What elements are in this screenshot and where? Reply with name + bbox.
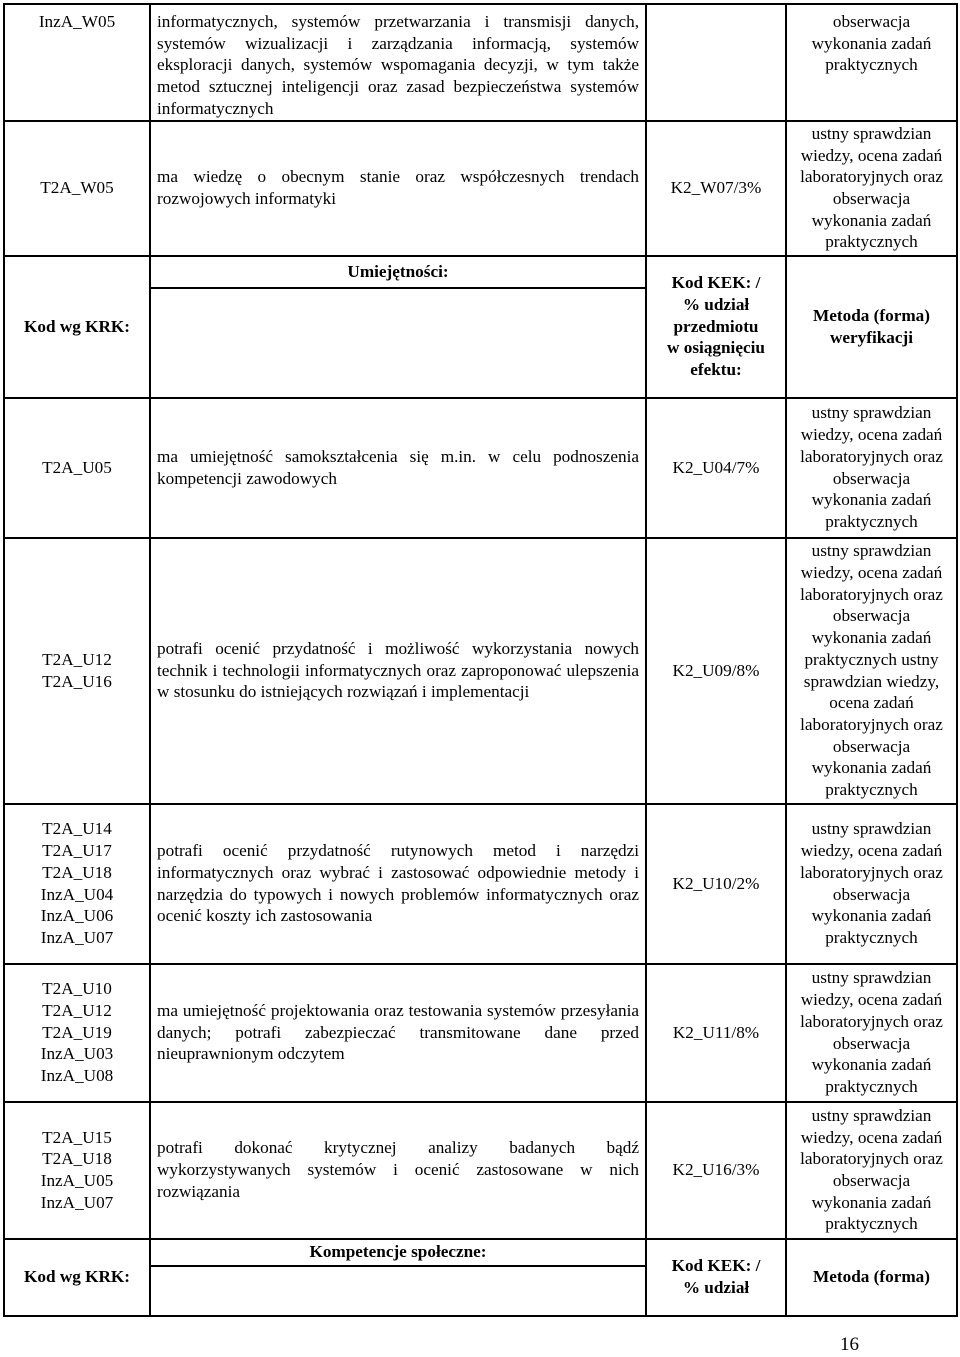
krk-code: T2A_U18 <box>42 862 112 882</box>
krk-code: T2A_U14 <box>42 819 112 839</box>
table-row <box>4 121 957 256</box>
krk-code: T2A_U05 <box>42 457 112 477</box>
outcome-description: ma umiejętność samokształcenia się m.in. w celu podnoszenia kompetencji zawodowych <box>150 398 646 538</box>
krk-code: T2A_U10 <box>42 979 112 999</box>
section-header-row <box>4 256 957 288</box>
krk-code: T2A_U18 <box>42 1149 112 1169</box>
krk-code: T2A_U19 <box>42 1022 112 1042</box>
kek-code: K2_U09/8% <box>646 538 786 804</box>
outcome-description: potrafi dokonać krytycznej analizy badanych bądź wykorzystywanych systemów i ocenić zastosowane w nich rozwiązania <box>150 1102 646 1239</box>
krk-code: InzA_U08 <box>40 1066 114 1086</box>
krk-code: InzA_U04 <box>40 884 114 904</box>
kek-code <box>646 4 786 121</box>
kek-code: K2_U10/2% <box>646 804 786 964</box>
krk-code: InzA_U05 <box>40 1171 114 1191</box>
krk-code: InzA_U03 <box>40 1044 114 1064</box>
page-number: 16 <box>840 1334 859 1355</box>
krk-code: T2A_U15 <box>42 1127 112 1147</box>
learning-outcomes-table <box>3 3 958 1317</box>
krk-code: InzA_U07 <box>40 1192 114 1212</box>
krk-code-cell <box>4 804 150 964</box>
outcome-description: ma wiedzę o obecnym stanie oraz współczesnych trendach rozwojowych informatyki <box>150 121 646 256</box>
kek-code: K2_U04/7% <box>646 398 786 538</box>
verification-method: obserwacja wykonania zadań praktycznych <box>786 4 957 121</box>
krk-code: InzA_U07 <box>40 927 114 947</box>
verification-method: ustny sprawdzian wiedzy, ocena zadań laboratoryjnych oraz obserwacja wykonania zadań praktycznych <box>786 398 957 538</box>
krk-code: T2A_U12 <box>42 649 112 669</box>
kek-code: K2_U16/3% <box>646 1102 786 1239</box>
verification-method: ustny sprawdzian wiedzy, ocena zadań laboratoryjnych oraz obserwacja wykonania zadań praktycznych ustny sprawdzian wiedzy, ocena zadań laboratoryjnych oraz obserwacja wykonania zadań praktycznych <box>786 538 957 804</box>
krk-code-cell <box>4 964 150 1102</box>
krk-code: T2A_U12 <box>42 1000 112 1020</box>
section-title: Kompetencje społeczne: <box>150 1239 646 1266</box>
verification-method: ustny sprawdzian wiedzy, ocena zadań laboratoryjnych oraz obserwacja wykonania zadań praktycznych <box>786 121 957 256</box>
kek-header: Kod KEK: / % udział przedmiotu w osiągnięciu efektu: <box>646 256 786 398</box>
verification-method: ustny sprawdzian wiedzy, ocena zadań laboratoryjnych oraz obserwacja wykonania zadań praktycznych <box>786 804 957 964</box>
table-row <box>4 964 957 1102</box>
method-header: Metoda (forma) <box>786 1239 957 1316</box>
kek-header: Kod KEK: / % udział <box>646 1239 786 1316</box>
empty-cell <box>150 1266 646 1316</box>
krk-code: T2A_U17 <box>42 841 112 861</box>
krk-code: InzA_W05 <box>38 12 116 31</box>
krk-code-cell <box>4 121 150 256</box>
krk-code-header: Kod wg KRK: <box>4 256 150 398</box>
table-row <box>4 398 957 538</box>
krk-code: InzA_U06 <box>40 906 114 926</box>
kek-code: K2_W07/3% <box>646 121 786 256</box>
krk-code-cell <box>4 4 150 121</box>
section-title: Umiejętności: <box>150 256 646 288</box>
table-row <box>4 4 957 121</box>
krk-code-cell <box>4 538 150 804</box>
section-header-row <box>4 1239 957 1266</box>
kek-code: K2_U11/8% <box>646 964 786 1102</box>
verification-method: ustny sprawdzian wiedzy, ocena zadań laboratoryjnych oraz obserwacja wykonania zadań praktycznych <box>786 964 957 1102</box>
table-row <box>4 1102 957 1239</box>
empty-cell <box>150 288 646 398</box>
krk-code: T2A_W05 <box>40 178 114 198</box>
krk-code: T2A_U16 <box>42 671 112 691</box>
outcome-description: potrafi ocenić przydatność i możliwość wykorzystania nowych technik i technologii informatycznych oraz zaproponować ulepszenia w stosunku do istniejących rozwiązań i implementacji <box>150 538 646 804</box>
krk-code-cell <box>4 398 150 538</box>
table-row <box>4 538 957 804</box>
verification-method: ustny sprawdzian wiedzy, ocena zadań laboratoryjnych oraz obserwacja wykonania zadań praktycznych <box>786 1102 957 1239</box>
krk-code-header: Kod wg KRK: <box>4 1239 150 1316</box>
outcome-description: informatycznych, systemów przetwarzania i transmisji danych, systemów wizualizacji i zarządzania informacją, systemów eksploracji danych, systemów wspomagania decyzji, w tym także metod sztucznej inteligencji oraz zasad bezpieczeństwa systemów informatycznych <box>150 4 646 121</box>
krk-code-cell <box>4 1102 150 1239</box>
method-header: Metoda (forma) weryfikacji <box>786 256 957 398</box>
table-row <box>4 804 957 964</box>
outcome-description: ma umiejętność projektowania oraz testowania systemów przesyłania danych; potrafi zabezpieczać transmitowane dane przed nieuprawnionym odczytem <box>150 964 646 1102</box>
outcome-description: potrafi ocenić przydatność rutynowych metod i narzędzi informatycznych oraz wybrać i zastosować odpowiednie metody i narzędzia do typowych i nowych problemów informatycznych oraz ocenić koszty ich zastosowania <box>150 804 646 964</box>
